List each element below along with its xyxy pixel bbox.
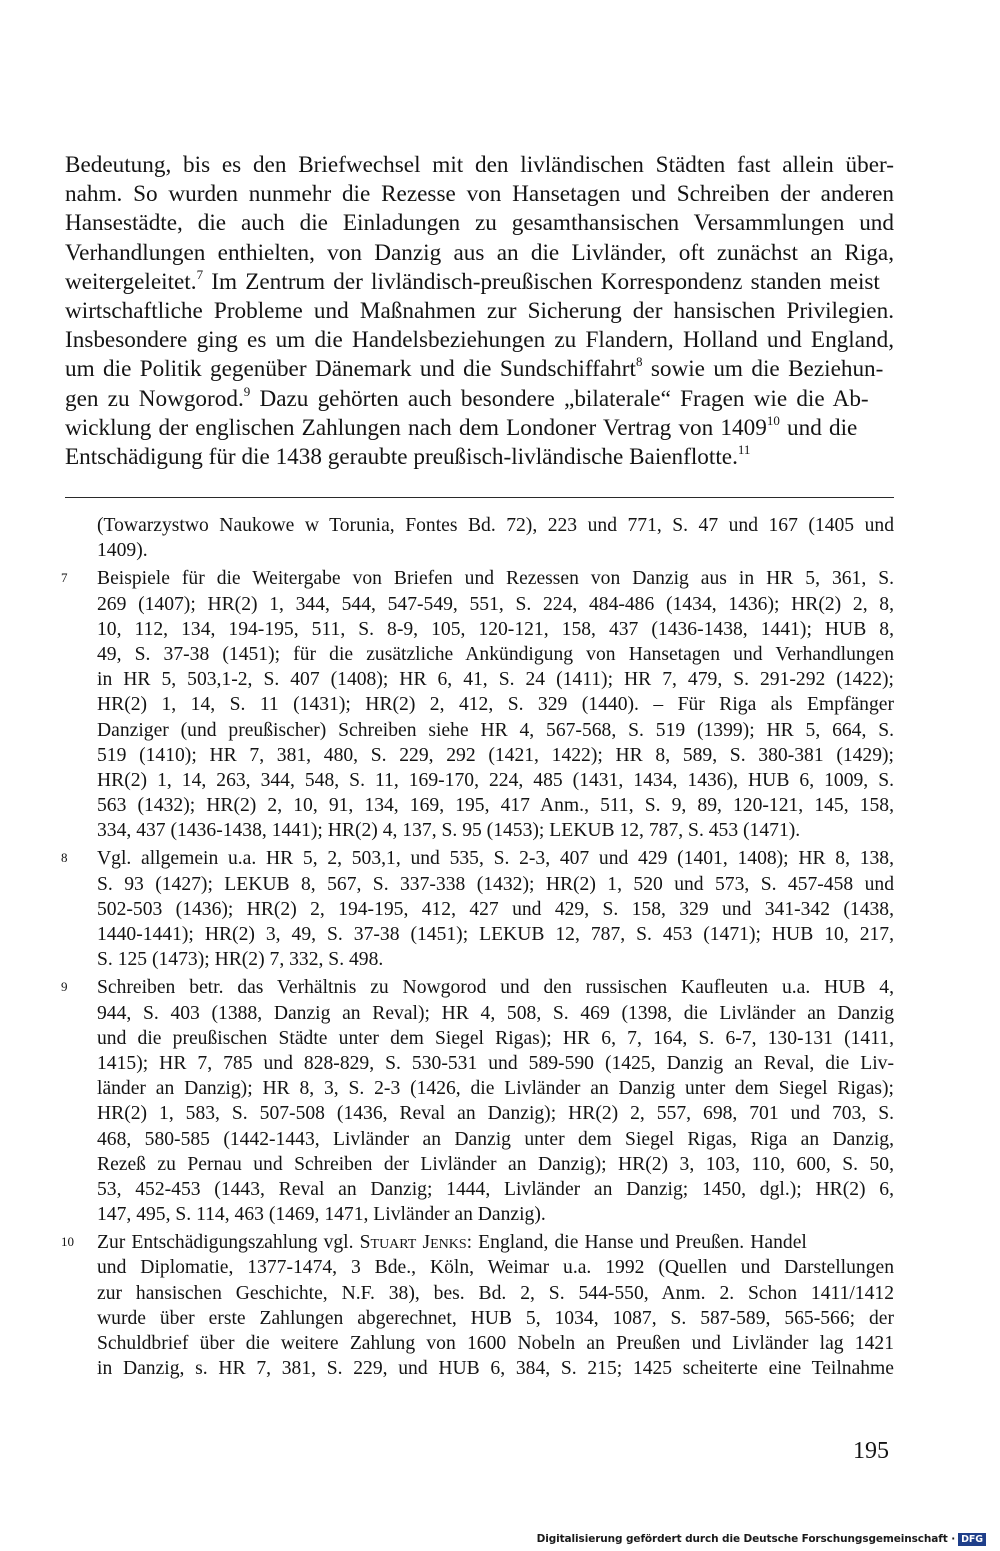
footnote-ref-10: 10 — [766, 412, 780, 428]
footnote-7 — [61, 566, 894, 843]
credit-text: Digitalisierung gefördert durch die Deutsche Forschungsgemeinschaft · — [536, 1533, 956, 1545]
footnote-number: 7 — [61, 570, 68, 586]
footnote-line: Schreiben betr. das Verhältnis zu Nowgorod und den russischen Kaufleuten u.a. HUB 4, — [97, 977, 894, 999]
footnote-line: 147, 495, S. 114, 463 (1469, 1471, Livländer an Danzig). — [97, 1204, 546, 1226]
footnote-line: S. 125 (1473); HR(2) 7, 332, S. 498. — [97, 949, 384, 971]
footnote-line: HR(2) 1, 583, S. 507-508 (1436, Reval an Danzig); HR(2) 2, 557, 698, 701 und 703, S. — [97, 1103, 894, 1125]
footnote-continuation — [65, 513, 894, 563]
footnote-line: Schuldbrief über die weitere Zahlung von 1600 Nobeln an Preußen und Livländer lag 1421 — [97, 1333, 894, 1354]
footnote-line: 1440-1441); HR(2) 3, 49, S. 37-38 (1451); LEKUB 12, 787, S. 453 (1471); HUB 10, 217, — [97, 924, 894, 945]
footnote-10 — [61, 1230, 894, 1381]
dfg-logo: DFG — [958, 1533, 986, 1546]
text-line — [65, 385, 894, 414]
text-line — [65, 414, 894, 443]
footnote-line: Rezeß zu Pernau und Schreiben der Livländer an Danzig); HR(2) 3, 103, 110, 600, S. 50, — [97, 1153, 894, 1175]
text-line: nahm. So wurden nunmehr die Rezesse von Hansetagen und Schreiben der anderen — [65, 181, 894, 208]
footnote-line: und Diplomatie, 1377-1474, 3 Bde., Köln, Weimar u.a. 1992 (Quellen und Darstellungen — [97, 1257, 894, 1279]
footnote-line: 502-503 (1436); HR(2) 2, 194-195, 412, 427 und 429, S. 158, 329 und 341-342 (1438, — [97, 898, 894, 920]
footnote-line: Danziger (und preußischer) Schreiben siehe HR 4, 567-568, S. 519 (1399); HR 5, 664, S. — [97, 719, 894, 741]
footnote-line: in Danzig, s. HR 7, 381, S. 229, und HUB 6, 384, S. 215; 1425 scheiterte eine Teilnahme — [97, 1358, 894, 1380]
footnote-8 — [61, 846, 894, 972]
text-segment: Im Zentrum der livländisch-preußischen Korrespondenz standen meist — [203, 268, 880, 295]
text-segment: sowie um die Beziehun- — [642, 356, 884, 383]
text-line: wirtschaftliche Probleme und Maßnahmen zur Sicherung der hansischen Privilegien. — [65, 297, 894, 324]
text-line: Hansestädte, die auch die Einladungen zu gesamthansischen Versammlungen und — [65, 210, 894, 237]
text-line — [65, 268, 894, 297]
text-line: Verhandlungen enthielten, von Danzig aus an die Livländer, oft zunächst an Riga, — [65, 239, 894, 266]
text-line — [65, 355, 894, 384]
text-segment: : England, die Hanse und Preußen. Handel — [466, 1232, 807, 1254]
footnote-line: HR(2) 1, 14, 263, 344, 548, S. 11, 169-170, 224, 485 (1431, 1434, 1436), HUB 6, 1009, S. — [97, 769, 894, 791]
text-segment: wicklung der englischen Zahlungen nach dem Londoner Vertrag von 1409 — [65, 414, 767, 441]
page-number: 195 — [853, 1438, 889, 1464]
footnote-line: 334, 437 (1436-1438, 1441); HR(2) 4, 137, S. 95 (1453); LEKUB 12, 787, S. 453 (1471). — [97, 820, 801, 842]
footnote-ref-9: 9 — [243, 383, 251, 399]
text-segment: gen zu Nowgorod. — [65, 385, 244, 412]
text-segment: und die — [779, 414, 858, 441]
main-text — [65, 151, 894, 472]
text-line: Bedeutung, bis es den Briefwechsel mit den livländischen Städten fast allein über- — [65, 152, 894, 178]
footnote-ref-7: 7 — [196, 266, 204, 282]
footnote-line: S. 93 (1427); LEKUB 8, 567, S. 337-338 (1432); HR(2) 1, 520 und 573, S. 457-458 und — [97, 873, 894, 895]
footnote-line: zur hansischen Geschichte, N.F. 38), bes. Bd. 2, S. 544-550, Anm. 2. Schon 1411/1412 — [97, 1282, 894, 1304]
text-line: Insbesondere ging es um die Handelsbeziehungen zu Flandern, Holland und England, — [65, 327, 894, 354]
footnote-9 — [61, 975, 894, 1227]
footnote-separator — [65, 497, 894, 498]
footnote-ref-8: 8 — [635, 354, 643, 370]
footnote-line: 53, 452-453 (1443, Reval an Danzig; 1444, Livländer an Danzig; 1450, dgl.); HR(2) 6, — [97, 1178, 894, 1200]
text-segment: um die Politik gegenüber Dänemark und die Sundschiffahrt — [65, 356, 636, 383]
footnote-line: 468, 580-585 (1442-1443, Livländer an Danzig unter dem Siegel Rigas, Riga an Danzig, — [97, 1128, 894, 1150]
text-segment: weitergeleitet. — [65, 268, 197, 295]
text-segment: Zur Entschädigungszahlung vgl. — [97, 1232, 360, 1254]
footnote-line: in HR 5, 503,1-2, S. 407 (1408); HR 6, 41, S. 24 (1411); HR 7, 479, S. 291-292 (1422); — [97, 669, 894, 691]
footnote-line: 563 (1432); HR(2) 2, 10, 91, 134, 169, 195, 417 Anm., 511, S. 9, 89, 120-121, 145, 158, — [97, 795, 894, 817]
digitization-credit — [537, 1532, 986, 1546]
text-line — [65, 443, 894, 472]
footnote-ref-11: 11 — [737, 441, 751, 457]
text-segment: Entschädigung für die 1438 geraubte preußisch-livländische Baienflotte. — [65, 443, 738, 470]
footnote-line: 1415); HR 7, 785 und 828-829, S. 530-531 und 589-590 (1425, Danzig an Reval, die Liv- — [97, 1052, 894, 1074]
footnote-number: 10 — [61, 1234, 74, 1250]
footnote-line: Vgl. allgemein u.a. HR 5, 2, 503,1, und 535, S. 2-3, 407 und 429 (1401, 1408); HR 8, 138, — [97, 848, 894, 870]
footnote-line: (Towarzystwo Naukowe w Torunia, Fontes Bd. 72), 223 und 771, S. 47 und 167 (1405 und — [97, 515, 894, 536]
footnote-line: Beispiele für die Weitergabe von Briefen und Rezessen von Danzig aus in HR 5, 361, S. — [97, 568, 894, 590]
footnote-line: 269 (1407); HR(2) 1, 344, 544, 547-549, 551, S. 224, 484-486 (1434, 1436); HR(2) 2, 8, — [97, 593, 894, 615]
footnote-line: 1409). — [97, 540, 148, 562]
footnote-line: wurde über erste Zahlungen abgerechnet, HUB 5, 1034, 1087, S. 587-589, 565-566; der — [97, 1307, 894, 1329]
text-segment: Dazu gehörten auch besondere „bilaterale“ Fragen wie die Ab- — [250, 385, 869, 412]
footnote-line: und die preußischen Städte unter dem Siegel Rigas); HR 6, 7, 164, S. 6-7, 130-131 (1411, — [97, 1027, 894, 1049]
footnotes — [61, 513, 894, 1384]
footnote-line: 10, 112, 134, 194-195, 511, S. 8-9, 105, 120-121, 158, 437 (1436-1438, 1441); HUB 8, — [97, 618, 894, 640]
author-name: Stuart Jenks — [359, 1232, 467, 1254]
footnote-line: 49, S. 37-38 (1451); für die zusätzliche Ankündigung von Hansetagen und Verhandlungen — [97, 643, 894, 665]
footnote-number: 9 — [61, 979, 68, 995]
footnote-line — [97, 1230, 894, 1255]
footnote-line: HR(2) 1, 14, S. 11 (1431); HR(2) 2, 412, S. 329 (1440). – Für Riga als Empfänger — [97, 694, 894, 716]
footnote-line: 519 (1410); HR 7, 381, 480, S. 229, 292 (1421, 1422); HR 8, 589, S. 380-381 (1429); — [97, 744, 894, 766]
footnote-line: länder an Danzig); HR 8, 3, S. 2-3 (1426, die Livländer an Danzig unter dem Siegel Rigas); — [97, 1078, 894, 1100]
footnote-line: 944, S. 403 (1388, Danzig an Reval); HR 4, 508, S. 469 (1398, die Livländer an Danzig — [97, 1002, 894, 1024]
footnote-number: 8 — [61, 850, 68, 866]
